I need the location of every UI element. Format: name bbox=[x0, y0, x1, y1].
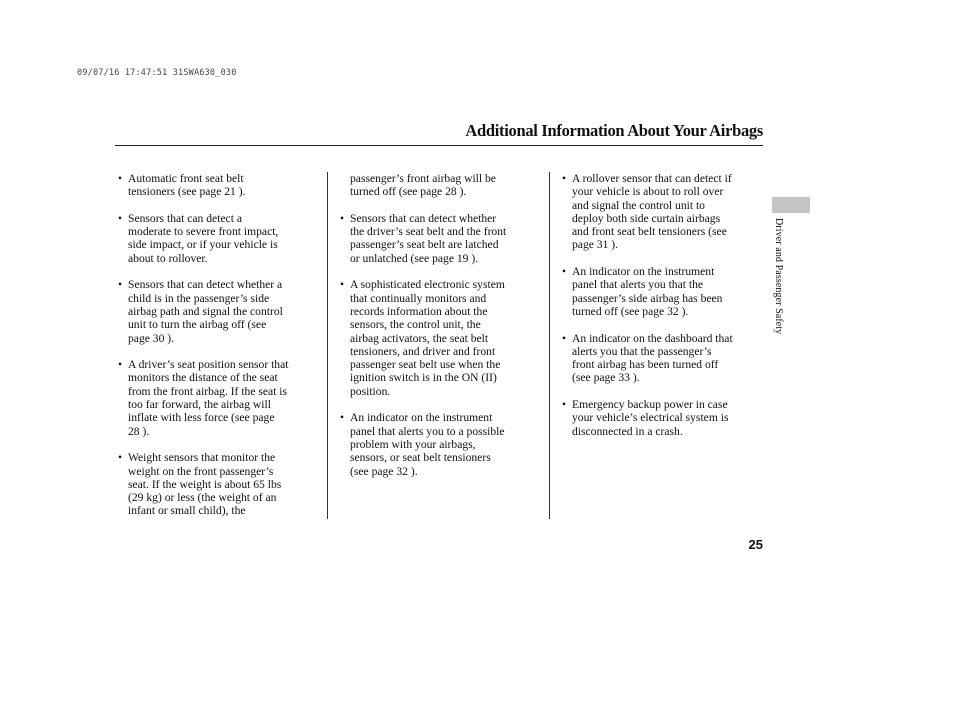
bullet-item bbox=[340, 411, 540, 477]
bullet-item bbox=[562, 398, 762, 438]
text-column-2 bbox=[340, 172, 540, 491]
bullet-text: Automatic front seat belt tensioners (see page 21 ). bbox=[128, 172, 246, 199]
bullet-icon: • bbox=[118, 211, 123, 225]
bullet-text: An indicator on the dashboard that alerts you that the passenger’s front airbag has been turned off (see page 33 ). bbox=[572, 331, 733, 385]
bullet-icon: • bbox=[562, 398, 567, 412]
bullet-item bbox=[118, 451, 318, 517]
bullet-text: An indicator on the instrument panel that alerts you to a possible problem with your airbags, sensors, or seat belt tensioners (see page 32 ). bbox=[350, 411, 505, 478]
text-column-1 bbox=[118, 172, 318, 531]
section-tab bbox=[772, 197, 810, 213]
text-column-3 bbox=[562, 172, 762, 451]
bullet-text: A sophisticated electronic system that continually monitors and records information about the sensors, the control unit, the airbag activators, the seat belt tensioners, and driver and front passenger seat belt use when the ignition switch is in the ON (II) position. bbox=[350, 278, 505, 398]
page-title: Additional Information About Your Airbags bbox=[465, 121, 763, 140]
bullet-text: Sensors that can detect whether the driver’s seat belt and the front passenger’s seat belt are latched or unlatched (see page 19 ). bbox=[350, 211, 507, 265]
title-divider bbox=[115, 145, 763, 146]
bullet-text: Sensors that can detect a moderate to severe front impact, side impact, or if your vehicle is about to rollover. bbox=[128, 211, 279, 265]
bullet-item bbox=[562, 172, 762, 252]
bullet-item bbox=[118, 172, 318, 199]
bullet-text: Emergency backup power in case your vehicle’s electrical system is disconnected in a crash. bbox=[572, 398, 729, 438]
bullet-text: Weight sensors that monitor the weight on the front passenger’s seat. If the weight is about 65 lbs (29 kg) or less (the weight of an infant or small child), the bbox=[128, 451, 282, 518]
bullet-item bbox=[118, 358, 318, 438]
column-divider bbox=[549, 172, 550, 519]
bullet-item bbox=[118, 278, 318, 344]
bullet-icon: • bbox=[562, 265, 567, 279]
bullet-item bbox=[562, 265, 762, 318]
bullet-icon: • bbox=[340, 411, 345, 425]
column-divider bbox=[327, 172, 328, 519]
bullet-icon: • bbox=[340, 278, 345, 292]
bullet-icon: • bbox=[562, 172, 567, 185]
bullet-item bbox=[562, 332, 762, 385]
bullet-item-continued bbox=[340, 172, 540, 199]
bullet-icon: • bbox=[118, 278, 123, 292]
bullet-text: An indicator on the instrument panel that alerts you that the passenger’s side airbag has been turned off (see page 32 ). bbox=[572, 265, 723, 318]
page-number: 25 bbox=[748, 537, 763, 552]
bullet-item bbox=[118, 212, 318, 265]
section-tab-label: Driver and Passenger Safety bbox=[773, 218, 784, 335]
print-stamp: 09/07/16 17:47:51 31SWA630_030 bbox=[77, 68, 237, 78]
bullet-text: Sensors that can detect whether a child is in the passenger’s side airbag path and signal the control unit to turn the airbag off (see page 30 ). bbox=[128, 278, 283, 345]
bullet-icon: • bbox=[562, 331, 567, 345]
bullet-text: passenger’s front airbag will be turned off (see page 28 ). bbox=[350, 172, 496, 199]
bullet-icon: • bbox=[118, 358, 123, 372]
bullet-text: A rollover sensor that can detect if your vehicle is about to roll over and signal the control unit to deploy both side curtain airbags and front seat belt tensioners (see page 31 ). bbox=[572, 172, 732, 252]
bullet-icon: • bbox=[118, 172, 123, 185]
bullet-item bbox=[340, 278, 540, 398]
bullet-icon: • bbox=[340, 211, 345, 225]
bullet-icon: • bbox=[118, 451, 123, 465]
bullet-text: A driver’s seat position sensor that monitors the distance of the seat from the front airbag. If the seat is too far forward, the airbag will inflate with less force (see page 28 ). bbox=[128, 358, 289, 438]
bullet-item bbox=[340, 212, 540, 265]
